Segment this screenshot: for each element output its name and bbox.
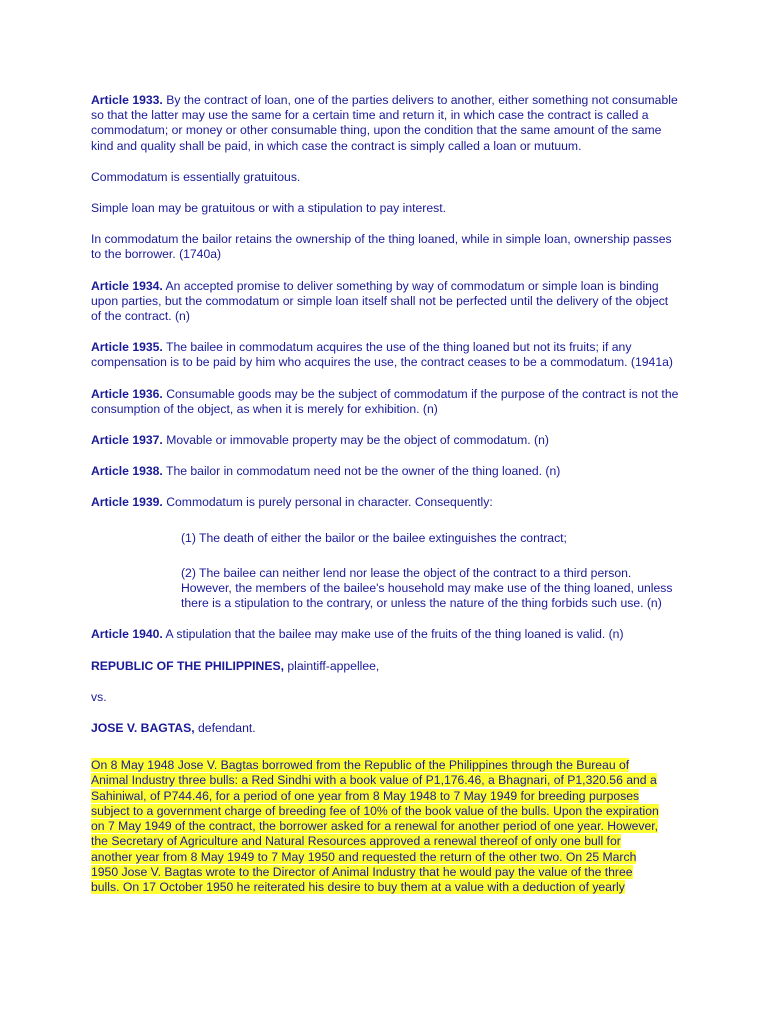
article-text: A stipulation that the bailee may make use of the fruits of the thing loaned is valid. (n) xyxy=(165,627,624,642)
highlighted-line: On 8 May 1948 Jose V. Bagtas borrowed from the Republic of the Philippines through the Bureau of xyxy=(91,758,630,773)
article-1939 xyxy=(91,495,680,510)
sub-item-1 xyxy=(181,531,680,546)
paragraph-text: Commodatum is essentially gratuitous. xyxy=(91,169,301,184)
plaintiff-name: REPUBLIC OF THE PHILIPPINES, xyxy=(91,658,284,673)
case-plaintiff xyxy=(91,659,680,674)
paragraph xyxy=(91,170,680,185)
article-number: Article 1933. xyxy=(91,93,163,107)
article-number: Article 1934. xyxy=(91,278,163,293)
sub-item-2 xyxy=(181,566,680,612)
article-text: Commodatum is purely personal in character. Consequently: xyxy=(166,495,493,510)
article-1940 xyxy=(91,627,680,642)
highlighted-line: Sahiniwal, of P744.46, for a period of one year from 8 May 1948 to 7 May 1949 for breeding purposes xyxy=(91,788,640,803)
article-number: Article 1935. xyxy=(91,340,163,355)
sub-item-text: (2) The bailee can neither lend nor lease the object of the contract to a third person. However, the members of the bailee's household may make use of the thing loaned, unless there is a stipulation to the contrary, or unless the nature of the thing forbids such use. (n) xyxy=(181,565,673,611)
highlighted-line: on 7 May 1949 of the contract, the borrower asked for a renewal for another period of one year. However, xyxy=(91,819,659,834)
article-number: Article 1937. xyxy=(91,433,163,448)
plaintiff-role: plaintiff-appellee, xyxy=(287,658,380,673)
article-1938 xyxy=(91,464,680,479)
article-1937 xyxy=(91,433,680,448)
article-number: Article 1936. xyxy=(91,386,163,401)
article-text: The bailee in commodatum acquires the use of the thing loaned but not its fruits; if any compensation is to be paid by him who acquires the use, the contract ceases to be a commodatum. (1941a) xyxy=(91,340,673,370)
case-defendant xyxy=(91,721,680,736)
article-text: An accepted promise to deliver something by way of commodatum or simple loan is binding upon parties, but the commodatum or simple loan itself shall not be perfected until the delivery of the object of the contract. (n) xyxy=(91,278,669,324)
article-text: The bailor in commodatum need not be the owner of the thing loaned. (n) xyxy=(166,464,561,479)
article-number: Article 1940. xyxy=(91,627,163,642)
article-number: Article 1938. xyxy=(91,464,163,479)
article-1936 xyxy=(91,387,680,417)
article-1934 xyxy=(91,279,680,325)
defendant-role: defendant. xyxy=(198,721,256,736)
sub-item-text: (1) The death of either the bailor or the bailee extinguishes the contract; xyxy=(181,530,567,545)
article-text: Consumable goods may be the subject of commodatum if the purpose of the contract is not the consumption of the object, as when it is merely for exhibition. (n) xyxy=(91,386,679,416)
article-text: Movable or immovable property may be the object of commodatum. (n) xyxy=(166,433,549,448)
article-1933 xyxy=(91,93,680,154)
highlighted-line: the Secretary of Agriculture and Natural Resources approved a renewal thereof of only one bull for xyxy=(91,834,621,849)
article-text: By the contract of loan, one of the parties delivers to another, either something not consumable so that the latter may use the same for a certain time and return it, in which case the contract is called a commodatum; or money or other consumable thing, upon the condition that the same amount of the same kind and quality shall be paid, in which case the contract is simply called a loan or mutuum. xyxy=(91,93,678,153)
highlighted-paragraph xyxy=(91,758,681,895)
paragraph-text: Simple loan may be gratuitous or with a stipulation to pay interest. xyxy=(91,201,446,216)
paragraph-text: In commodatum the bailor retains the ownership of the thing loaned, while in simple loan, ownership passes to the borrower. (1740a) xyxy=(91,232,672,262)
highlighted-line: 1950 Jose V. Bagtas wrote to the Director of Animal Industry that he would pay the value of the three xyxy=(91,864,633,879)
highlighted-line: Animal Industry three bulls: a Red Sindhi with a book value of P1,176.46, a Bhagnari, of P1,320.56 and a xyxy=(91,773,657,788)
paragraph xyxy=(91,201,680,216)
vs-text: vs. xyxy=(91,689,107,704)
article-1935 xyxy=(91,340,680,370)
case-vs xyxy=(91,690,680,705)
article-number: Article 1939. xyxy=(91,495,163,510)
highlighted-line: another year from 8 May 1949 to 7 May 1950 and requested the return of the other two. On 25 March xyxy=(91,849,637,864)
highlighted-line: subject to a government charge of breeding fee of 10% of the book value of the bulls. Upon the expiration xyxy=(91,803,659,818)
highlighted-line: bulls. On 17 October 1950 he reiterated his desire to buy them at a value with a deduction of yearly xyxy=(91,879,625,894)
defendant-name: JOSE V. BAGTAS, xyxy=(91,721,195,736)
paragraph xyxy=(91,232,680,262)
